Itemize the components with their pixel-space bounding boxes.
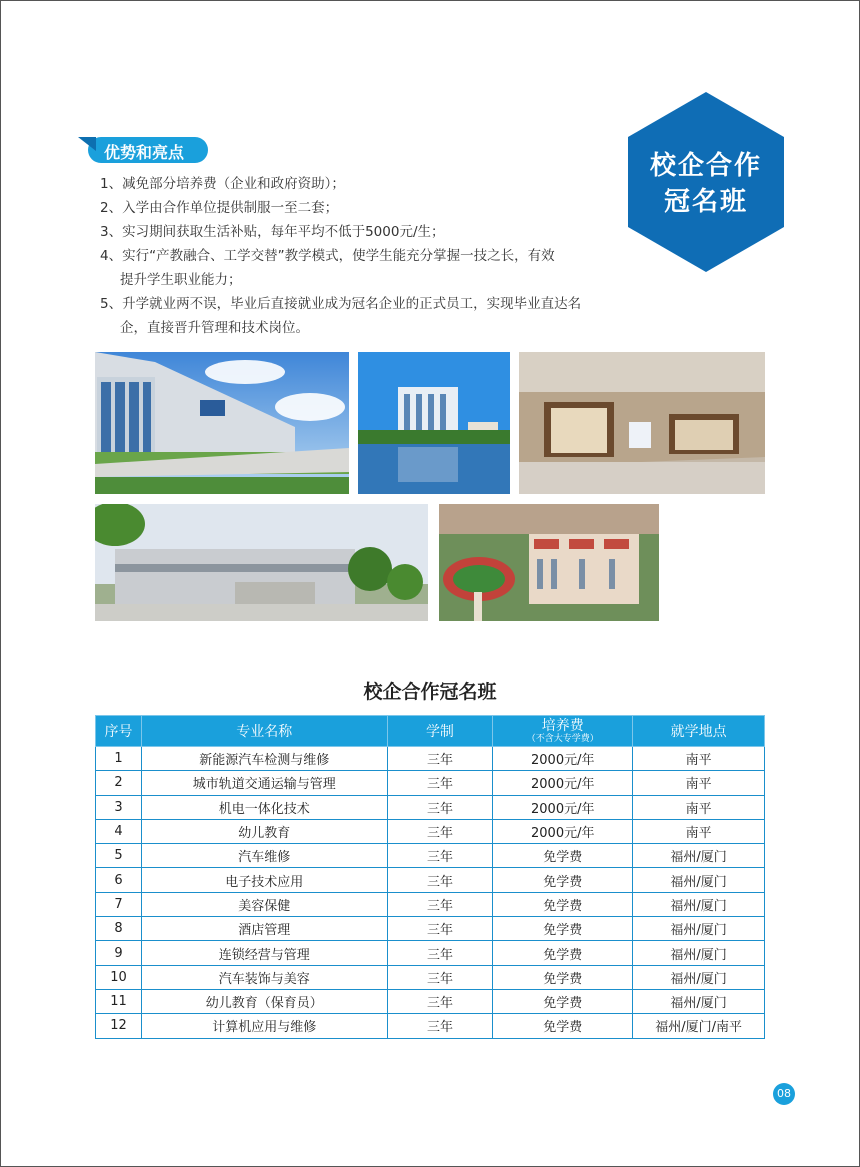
cell-fee: 免学费 xyxy=(493,892,633,916)
cell-location: 南平 xyxy=(633,771,765,795)
cell-major: 汽车维修 xyxy=(141,844,387,868)
point-5-cont: 企，直接晋升管理和技术岗位。 xyxy=(120,320,309,336)
cell-no: 12 xyxy=(96,1014,142,1038)
table-row xyxy=(96,844,765,868)
cell-location: 福州/厦门/南平 xyxy=(633,1014,765,1038)
header-no: 序号 xyxy=(96,716,142,747)
cell-fee: 免学费 xyxy=(493,989,633,1013)
cell-location: 福州/厦门 xyxy=(633,989,765,1013)
cell-major: 电子技术应用 xyxy=(141,868,387,892)
cell-years: 三年 xyxy=(387,819,493,843)
cell-years: 三年 xyxy=(387,747,493,771)
cell-location: 福州/厦门 xyxy=(633,868,765,892)
cell-years: 三年 xyxy=(387,917,493,941)
table-row xyxy=(96,868,765,892)
advantages-list xyxy=(100,172,600,340)
cell-location: 福州/厦门 xyxy=(633,844,765,868)
cell-fee: 2000元/年 xyxy=(493,795,633,819)
cell-years: 三年 xyxy=(387,1014,493,1038)
cell-no: 10 xyxy=(96,965,142,989)
majors-table xyxy=(95,715,765,1039)
badge-line-2: 冠名班 xyxy=(663,187,748,217)
cell-no: 5 xyxy=(96,844,142,868)
table-row xyxy=(96,795,765,819)
table-title: 校企合作冠名班 xyxy=(363,681,497,703)
factory-photo-1 xyxy=(95,352,349,494)
cell-no: 6 xyxy=(96,868,142,892)
cell-location: 南平 xyxy=(633,819,765,843)
header-major: 专业名称 xyxy=(141,716,387,747)
hexagon-badge xyxy=(628,92,784,272)
table-row xyxy=(96,747,765,771)
cell-fee: 免学费 xyxy=(493,965,633,989)
cell-fee: 免学费 xyxy=(493,844,633,868)
cell-major: 新能源汽车检测与维修 xyxy=(141,747,387,771)
showroom-photo xyxy=(519,352,765,494)
cell-years: 三年 xyxy=(387,989,493,1013)
table-row xyxy=(96,892,765,916)
badge-line-1: 校企合作 xyxy=(649,151,762,181)
point-3: 3、实习期间获取生活补贴，每年平均不低于5000元/生； xyxy=(100,224,445,240)
cell-major: 幼儿教育 xyxy=(141,819,387,843)
table-row xyxy=(96,1014,765,1038)
point-4-cont: 提升学生职业能力； xyxy=(120,272,242,288)
table-row xyxy=(96,917,765,941)
cell-years: 三年 xyxy=(387,965,493,989)
cell-years: 三年 xyxy=(387,941,493,965)
cell-fee: 2000元/年 xyxy=(493,819,633,843)
cell-no: 7 xyxy=(96,892,142,916)
cell-years: 三年 xyxy=(387,892,493,916)
cell-location: 福州/厦门 xyxy=(633,892,765,916)
cell-major: 酒店管理 xyxy=(141,917,387,941)
cell-no: 4 xyxy=(96,819,142,843)
building-lake-photo xyxy=(358,352,510,494)
header-location: 就学地点 xyxy=(633,716,765,747)
cell-location: 福州/厦门 xyxy=(633,965,765,989)
cell-major: 幼儿教育（保育员） xyxy=(141,989,387,1013)
point-5: 5、升学就业两不误，毕业后直接就业成为冠名企业的正式员工，实现毕业直达名 xyxy=(100,296,582,312)
cell-fee: 免学费 xyxy=(493,1014,633,1038)
badge-title xyxy=(628,148,784,220)
section-title: 优势和亮点 xyxy=(104,143,185,162)
cell-fee: 免学费 xyxy=(493,917,633,941)
header-years: 学制 xyxy=(387,716,493,747)
campus-aerial-photo xyxy=(439,504,659,621)
cell-location: 南平 xyxy=(633,747,765,771)
cell-fee: 2000元/年 xyxy=(493,747,633,771)
cell-location: 福州/厦门 xyxy=(633,941,765,965)
cell-no: 1 xyxy=(96,747,142,771)
cell-major: 计算机应用与维修 xyxy=(141,1014,387,1038)
table-row xyxy=(96,965,765,989)
cell-fee: 2000元/年 xyxy=(493,771,633,795)
cell-years: 三年 xyxy=(387,795,493,819)
point-4: 4、实行“产教融合、工学交替”教学模式，使学生能充分掌握一技之长，有效 xyxy=(100,248,555,264)
header-fee-label: 培养费 xyxy=(541,718,584,734)
factory-photo-2 xyxy=(95,504,428,621)
cell-no: 2 xyxy=(96,771,142,795)
cell-no: 9 xyxy=(96,941,142,965)
cell-fee: 免学费 xyxy=(493,941,633,965)
cell-major: 连锁经营与管理 xyxy=(141,941,387,965)
cell-major: 美容保健 xyxy=(141,892,387,916)
table-row xyxy=(96,771,765,795)
cell-no: 8 xyxy=(96,917,142,941)
cell-location: 福州/厦门 xyxy=(633,917,765,941)
cell-location: 南平 xyxy=(633,795,765,819)
table-row xyxy=(96,819,765,843)
header-fee-note: （不含大专学费） xyxy=(526,734,599,744)
cell-years: 三年 xyxy=(387,844,493,868)
cell-fee: 免学费 xyxy=(493,868,633,892)
table-header-row xyxy=(96,716,765,747)
cell-no: 3 xyxy=(96,795,142,819)
cell-no: 11 xyxy=(96,989,142,1013)
table-row xyxy=(96,941,765,965)
cell-major: 汽车装饰与美容 xyxy=(141,965,387,989)
cell-major: 城市轨道交通运输与管理 xyxy=(141,771,387,795)
cell-major: 机电一体化技术 xyxy=(141,795,387,819)
cell-years: 三年 xyxy=(387,868,493,892)
page-number: 08 xyxy=(773,1083,795,1105)
table-row xyxy=(96,989,765,1013)
cell-years: 三年 xyxy=(387,771,493,795)
header-fee xyxy=(493,716,633,747)
point-2: 2、入学由合作单位提供制服一至二套； xyxy=(100,200,339,216)
point-1: 1、减免部分培养费（企业和政府资助）； xyxy=(100,176,345,192)
section-tag xyxy=(78,137,208,163)
